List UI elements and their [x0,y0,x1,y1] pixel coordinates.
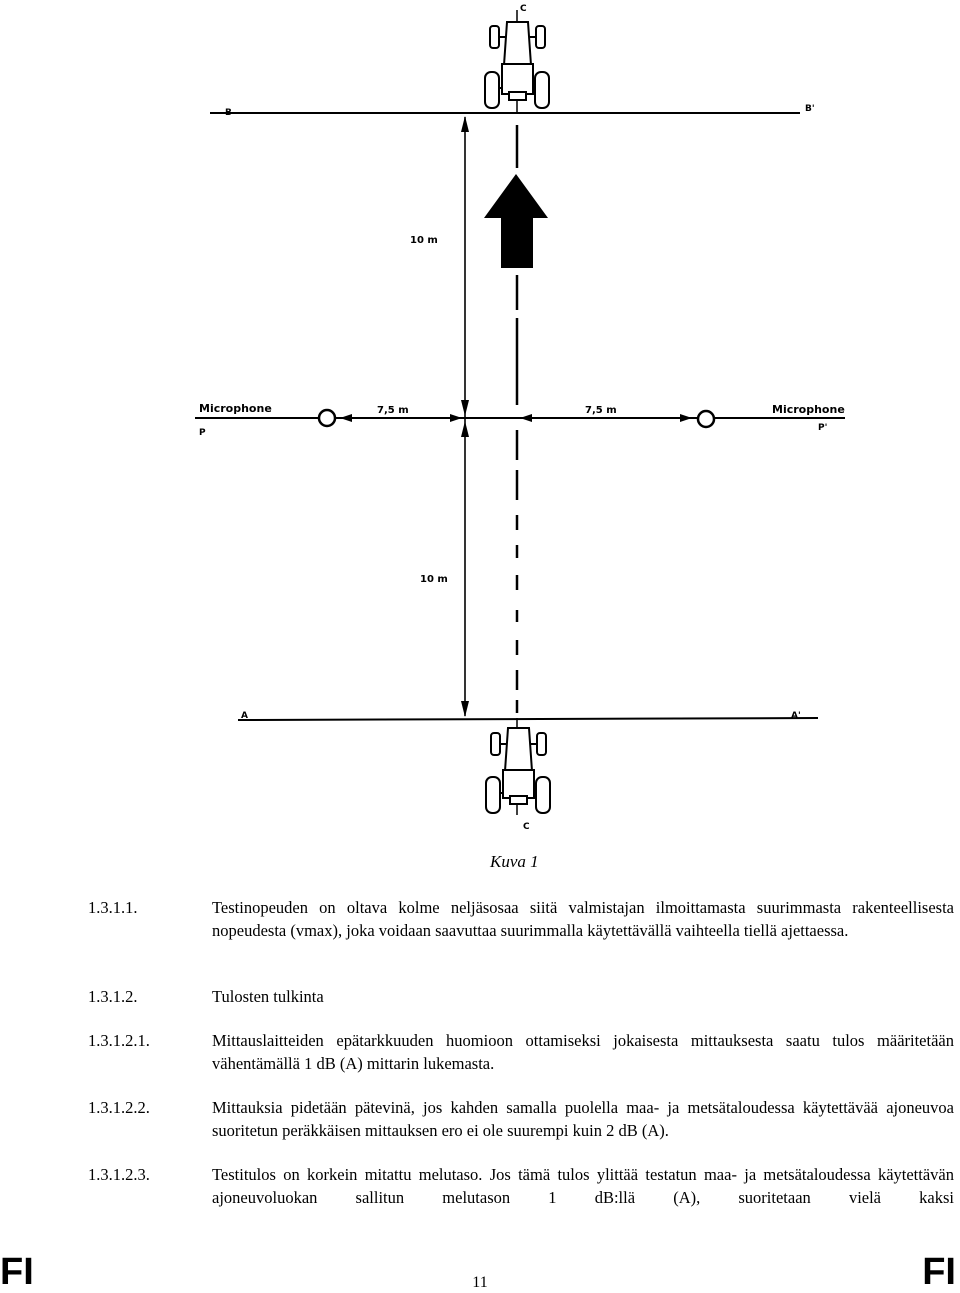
label-distance-upper: 10 m [410,235,438,246]
arrowhead-right-mic [680,414,692,422]
section-number: 1.3.1.2.3. [88,1165,150,1184]
section-text: Testitulos on korkein mitattu melutaso. Jos tämä tulos ylittää testatun maa- ja metsätaloudessa käytettävän ajoneuvoluokan sallitun melutason 1 dB:llä (A), suoritetaan vielä kaksi [212,1165,954,1207]
section-1-3-1-2-1 [88,1030,954,1075]
figure-caption: Kuva 1 [490,852,539,871]
section-text: Mittauksia pidetään pätevinä, jos kahden samalla puolella maa- ja metsätaloudessa käytettävää ajoneuvoa suoritetun peräkkäisen mittauksen ero ei ole suurempi kuin 2 dB (A). [212,1098,954,1140]
arrowhead-up-b [461,116,469,132]
label-point-p: P [199,428,206,438]
label-distance-lower: 10 m [420,574,448,585]
page-number: 11 [472,1274,488,1291]
section-number: 1.3.1.1. [88,898,138,917]
arrowhead-up-p [461,421,469,437]
label-a-left: A [241,711,248,721]
arrowhead-centre-left [450,414,462,422]
section-1-3-1-2 [88,986,954,1009]
tractor-bottom-icon [486,718,550,815]
section-1-3-1-2-2 [88,1097,954,1142]
tractor-top-icon [485,10,549,114]
label-point-p-prime: P' [818,423,828,433]
section-text: Mittauslaitteiden epätarkkuuden huomioon ottamiseksi jokaisesta mittauksesta saatu tulos määritetään vähentämällä 1 dB (A) mittarin lukemasta. [212,1031,954,1073]
section-text: Testinopeuden on oltava kolme neljäsosaa siitä valmistajan ilmoittamasta suurimmasta rakenteellisesta nopeudesta (vmax), joka voidaan saavuttaa suurimmalla käytettävällä vaihteella tiellä ajettaessa. [212,898,954,940]
footer-language-left: FI [0,1251,34,1293]
footer-language-right: FI [922,1251,956,1293]
label-c-top: C [520,4,527,14]
label-b-left: B [225,108,232,118]
section-1-3-1-2-3 [88,1164,954,1209]
microphone-right-icon [698,411,714,427]
label-microphone-left: Microphone [199,402,272,415]
arrowhead-centre-right [520,414,532,422]
section-1-3-1-1 [88,897,954,942]
direction-arrow-icon [484,174,548,268]
section-number: 1.3.1.2.1. [88,1031,150,1050]
line-a [238,718,818,720]
label-distance-right: 7,5 m [585,405,617,416]
microphone-left-icon [319,410,335,426]
arrowhead-down-p [461,400,469,416]
label-c-bottom: C [523,822,530,832]
label-b-right: B' [805,104,815,114]
section-number: 1.3.1.2.2. [88,1098,150,1117]
arrowhead-left-mic [340,414,352,422]
label-a-right: A' [791,711,801,721]
label-microphone-right: Microphone [772,403,845,416]
label-distance-left: 7,5 m [377,405,409,416]
arrowhead-down-a [461,701,469,717]
section-number: 1.3.1.2. [88,987,138,1006]
section-heading: Tulosten tulkinta [212,987,324,1006]
